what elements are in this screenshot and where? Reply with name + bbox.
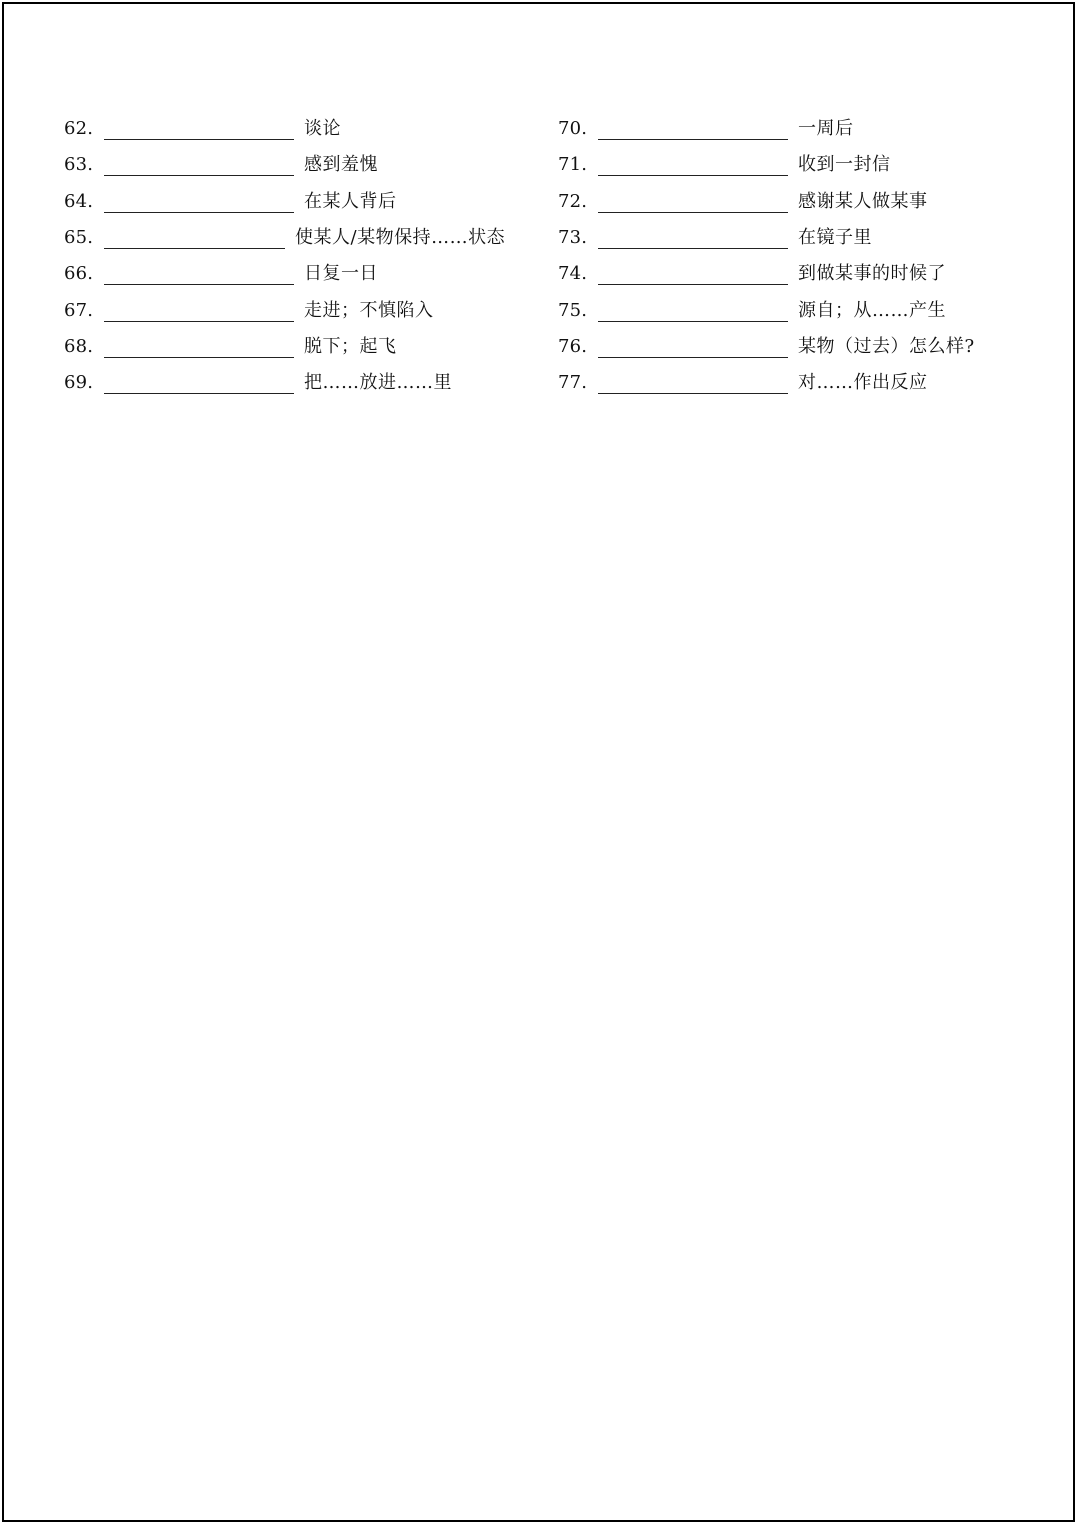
exercise-item [64, 220, 534, 256]
item-meaning: 某物（过去）怎么样? [798, 335, 975, 357]
item-number: 70. [558, 118, 588, 140]
item-number: 75. [558, 299, 588, 321]
item-number: 73. [558, 227, 588, 249]
right-column [558, 111, 1028, 401]
answer-blank[interactable] [598, 380, 788, 394]
exercise-item [558, 256, 1028, 292]
item-meaning: 使某人/某物保持……状态 [295, 227, 506, 249]
item-meaning: 收到一封信 [798, 154, 891, 176]
answer-blank[interactable] [598, 235, 788, 249]
item-meaning: 到做某事的时候了 [798, 263, 946, 285]
item-number: 64. [64, 190, 94, 212]
item-meaning: 在镜子里 [798, 227, 872, 249]
exercise-item [64, 256, 534, 292]
exercise-item [558, 292, 1028, 328]
item-number: 66. [64, 263, 94, 285]
exercise-item [558, 147, 1028, 183]
answer-blank[interactable] [104, 162, 294, 176]
item-meaning: 源自；从……产生 [798, 299, 946, 321]
exercise-item [64, 292, 534, 328]
exercise-item [558, 111, 1028, 147]
item-meaning: 谈论 [304, 118, 341, 140]
item-number: 77. [558, 372, 588, 394]
item-meaning: 在某人背后 [304, 190, 397, 212]
item-meaning: 感到羞愧 [304, 154, 378, 176]
item-meaning: 走进；不慎陷入 [304, 299, 434, 321]
left-column [64, 111, 534, 401]
item-number: 68. [64, 335, 94, 357]
item-meaning: 脱下；起飞 [304, 335, 397, 357]
exercise-item [64, 184, 534, 220]
answer-blank[interactable] [104, 344, 294, 358]
answer-blank[interactable] [598, 126, 788, 140]
exercise-item [64, 111, 534, 147]
item-number: 63. [64, 154, 94, 176]
answer-blank[interactable] [598, 344, 788, 358]
item-number: 76. [558, 335, 588, 357]
answer-blank[interactable] [598, 271, 788, 285]
answer-blank[interactable] [598, 308, 788, 322]
answer-blank[interactable] [104, 308, 294, 322]
item-number: 67. [64, 299, 94, 321]
item-meaning: 一周后 [798, 118, 854, 140]
exercise-item [64, 329, 534, 365]
exercise-item [558, 329, 1028, 365]
item-number: 74. [558, 263, 588, 285]
item-number: 72. [558, 190, 588, 212]
item-meaning: 把……放进……里 [304, 372, 452, 394]
answer-blank[interactable] [104, 380, 294, 394]
item-number: 65. [64, 227, 94, 249]
item-number: 71. [558, 154, 588, 176]
exercise-item [558, 220, 1028, 256]
item-meaning: 感谢某人做某事 [798, 190, 928, 212]
answer-blank[interactable] [104, 271, 294, 285]
answer-blank[interactable] [104, 235, 285, 249]
item-number: 69. [64, 372, 94, 394]
answer-blank[interactable] [598, 199, 788, 213]
exercise-item [64, 365, 534, 401]
answer-blank[interactable] [598, 162, 788, 176]
exercise-item [558, 184, 1028, 220]
exercise-item [64, 147, 534, 183]
item-number: 62. [64, 118, 94, 140]
item-meaning: 日复一日 [304, 263, 378, 285]
exercise-item [558, 365, 1028, 401]
answer-blank[interactable] [104, 199, 294, 213]
item-meaning: 对……作出反应 [798, 372, 928, 394]
answer-blank[interactable] [104, 126, 294, 140]
